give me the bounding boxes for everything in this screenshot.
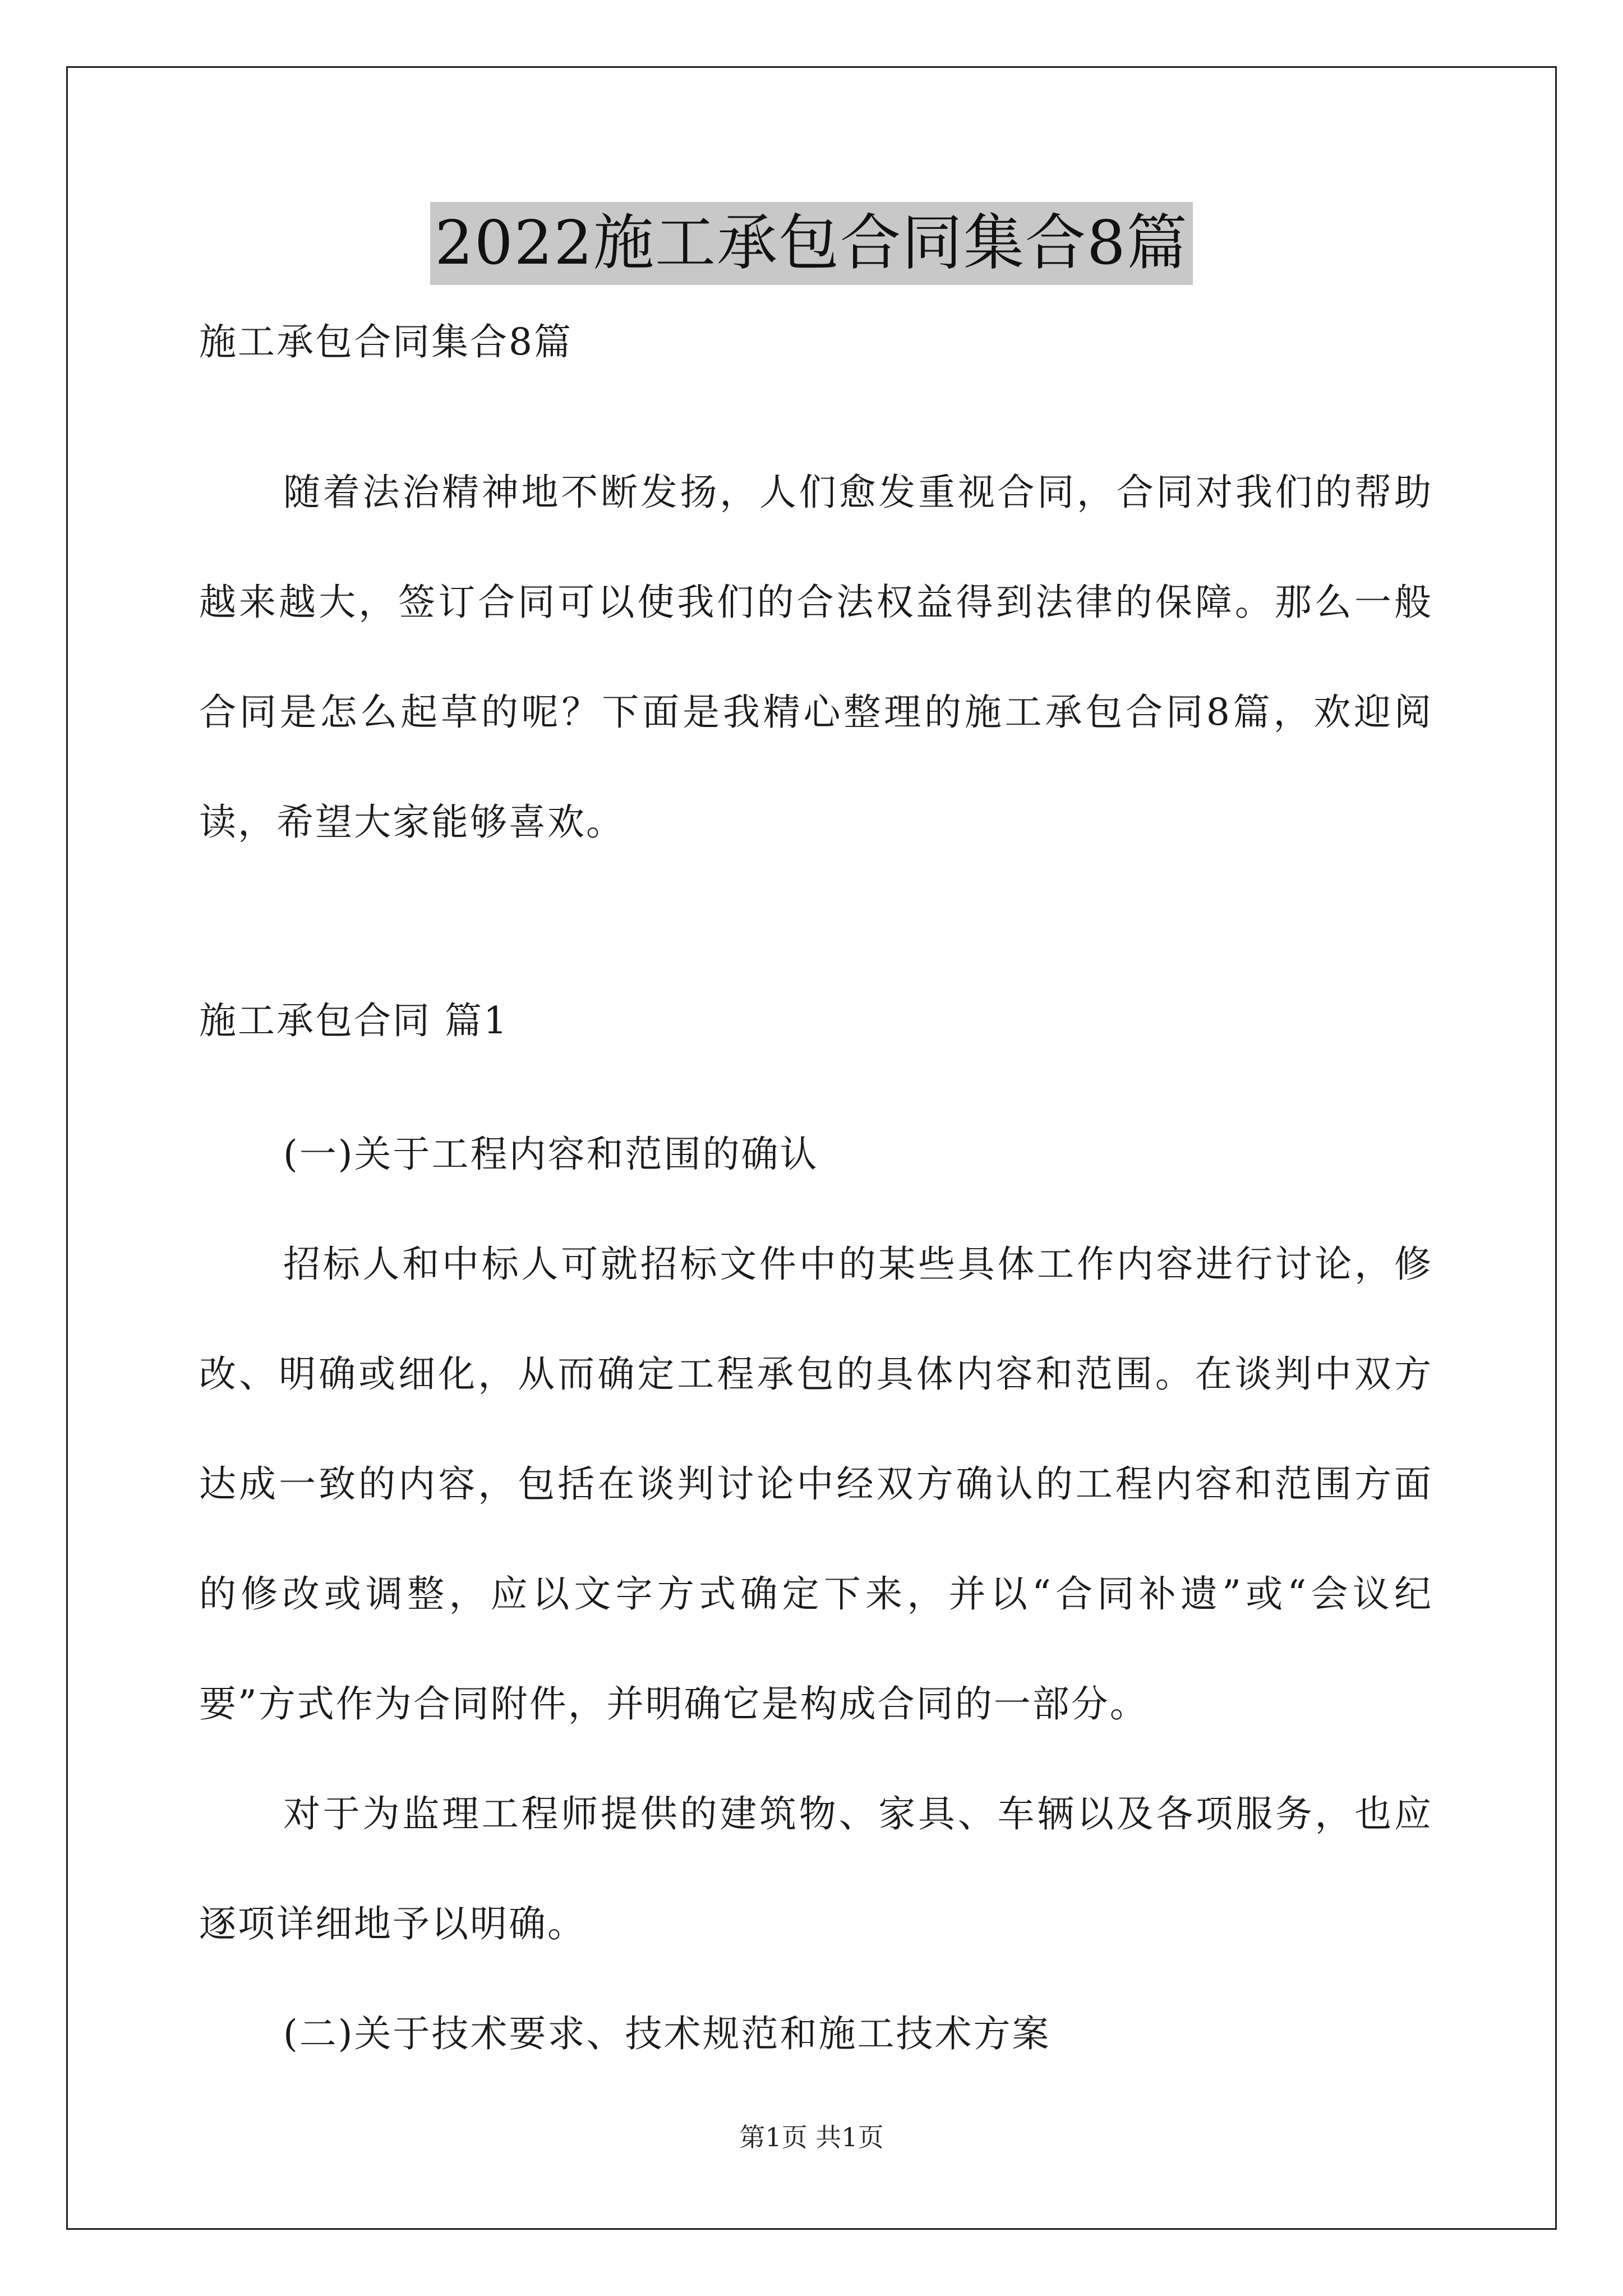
item-heading-2: (二)关于技术要求、技术规范和施工技术方案 [283, 2012, 1051, 2055]
item-heading-1: (一)关于工程内容和范围的确认 [283, 1133, 819, 1176]
document-subtitle: 施工承包合同集合8篇 [199, 320, 573, 364]
section-heading: 施工承包合同 篇1 [199, 999, 509, 1042]
intro-section [199, 438, 1433, 877]
section-body [199, 1099, 1433, 2089]
title-container [0, 202, 1623, 285]
document-title: 2022施工承包合同集合8篇 [430, 202, 1193, 285]
intro-paragraph: 随着法治精神地不断发扬，人们愈发重视合同，合同对我们的帮助越来越大，签订合同可以使我们的合法权益得到法律的保障。那么一般合同是怎么起草的呢？下面是我精心整理的施工承包合同8篇，欢迎阅读，希望大家能够喜欢。 [199, 471, 1433, 844]
body-paragraph-2: 对于为监理工程师提供的建筑物、家具、车辆以及各项服务，也应逐项详细地予以明确。 [199, 1792, 1433, 1945]
page-footer: 第1页 共1页 [739, 2122, 884, 2152]
body-paragraph-1: 招标人和中标人可就招标文件中的某些具体工作内容进行讨论，修改、明确或细化，从而确定工程承包的具体内容和范围。在谈判中双方达成一致的内容，包括在谈判讨论中经双方确认的工程内容和范围方面的修改或调整，应以文字方式确定下来，并以“合同补遗”或“会议纪要”方式作为合同附件，并明确它是构成合同的一部分。 [199, 1243, 1433, 1726]
